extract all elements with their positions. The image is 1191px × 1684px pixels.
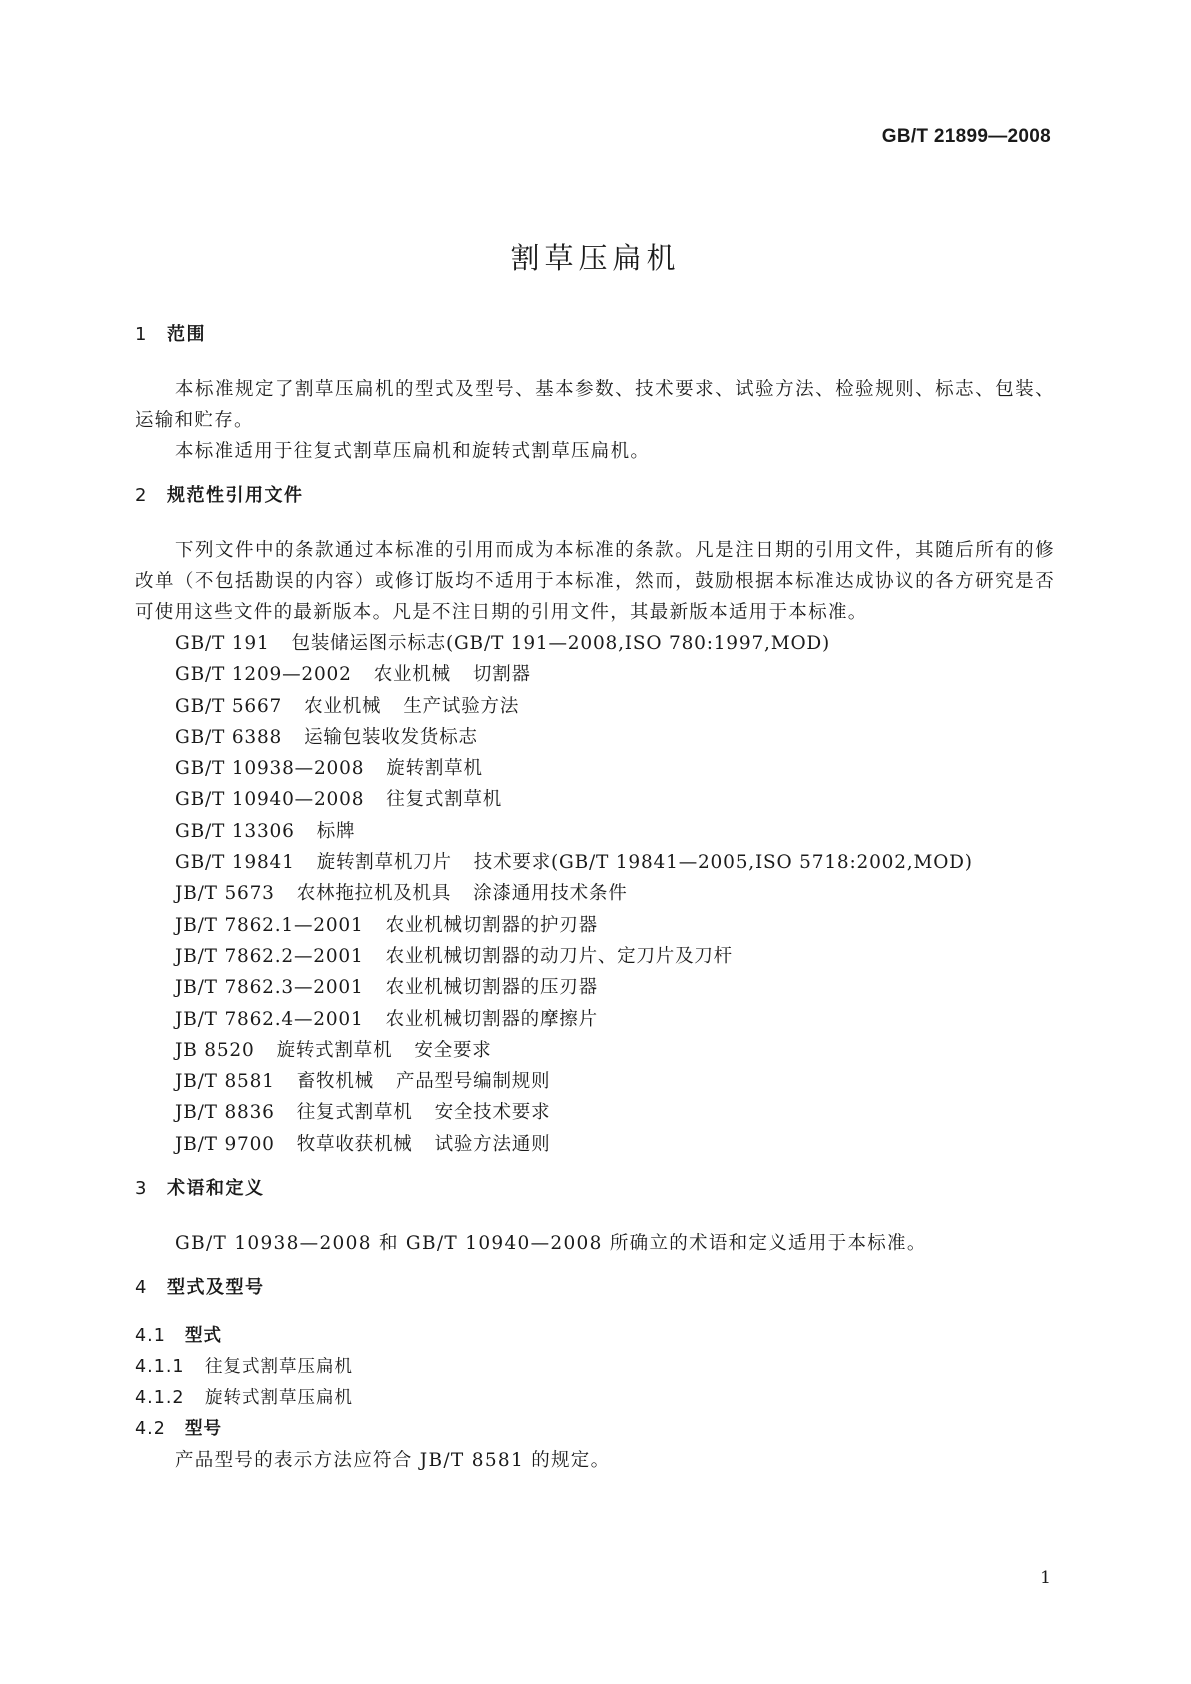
section-number: 3 <box>135 1178 148 1200</box>
reference-item <box>135 1066 1055 1097</box>
paragraph: 本标准规定了割草压扁机的型式及型号、基本参数、技术要求、试验方法、检验规则、标志、包装、运输和贮存。 <box>135 379 1055 431</box>
reference-subtitle: 技术要求(GB/T 19841—2005,ISO 5718:2002,MOD) <box>473 852 973 874</box>
subsection-number: 4.1.2 <box>135 1388 185 1409</box>
paragraph: 下列文件中的条款通过本标准的引用而成为本标准的条款。凡是注日期的引用文件，其随后所有的修改单（不包括勘误的内容）或修订版均不适用于本标准，然而，鼓励根据本标准达成协议的各方研究是否可使用这些文件的最新版本。凡是不注日期的引用文件，其最新版本适用于本标准。 <box>135 540 1055 623</box>
reference-code: JB 8520 <box>175 1039 255 1061</box>
section-title: 范围 <box>167 324 206 345</box>
standard-code: GB/T 21899—2008 <box>881 126 1051 147</box>
reference-code: JB/T 5673 <box>175 883 275 905</box>
subsection-4-1-1-heading <box>135 1352 1055 1383</box>
section-title: 型式及型号 <box>167 1277 265 1299</box>
reference-subtitle: 安全技术要求 <box>434 1102 551 1124</box>
reference-item <box>135 784 1055 815</box>
reference-title: 往复式割草机 <box>296 1102 413 1124</box>
reference-title: 牧草收获机械 <box>296 1133 413 1155</box>
reference-subtitle: 切割器 <box>472 664 531 686</box>
reference-item <box>135 722 1055 753</box>
reference-title: 旋转割草机 <box>386 758 483 780</box>
reference-code: JB/T 8836 <box>175 1102 275 1124</box>
reference-title: 农业机械切割器的护刃器 <box>385 914 598 936</box>
paragraph: 本标准适用于往复式割草压扁机和旋转式割草压扁机。 <box>175 441 651 462</box>
subsection-number: 4.1.1 <box>135 1357 185 1378</box>
reference-item <box>135 659 1055 690</box>
reference-title: 往复式割草机 <box>386 789 503 811</box>
section-title: 术语和定义 <box>167 1178 265 1200</box>
section-1-heading <box>135 320 1055 350</box>
reference-title: 运输包装收发货标志 <box>304 726 478 748</box>
reference-code: JB/T 8581 <box>175 1071 275 1093</box>
reference-code: JB/T 7862.2—2001 <box>175 945 364 967</box>
reference-code: JB/T 7862.4—2001 <box>175 1008 364 1030</box>
reference-title: 包装储运图示标志(GB/T 191—2008,ISO 780:1997,MOD) <box>291 633 831 654</box>
reference-subtitle: 生产试验方法 <box>403 695 520 717</box>
reference-title: 旋转割草机刀片 <box>316 852 452 874</box>
reference-title: 标牌 <box>316 820 356 842</box>
reference-subtitle: 安全要求 <box>414 1039 492 1061</box>
reference-item <box>135 691 1055 722</box>
section-3-heading <box>135 1174 1055 1204</box>
reference-code: GB/T 13306 <box>175 820 295 842</box>
reference-code: JB/T 9700 <box>175 1133 275 1155</box>
reference-title: 农业机械切割器的摩擦片 <box>385 1008 598 1030</box>
section-title: 规范性引用文件 <box>167 485 304 506</box>
reference-title: 畜牧机械 <box>296 1071 374 1093</box>
reference-title: 农业机械 <box>373 664 451 686</box>
reference-subtitle: 涂漆通用技术条件 <box>473 883 628 905</box>
reference-title: 农林拖拉机及机具 <box>296 883 452 905</box>
reference-item <box>135 1035 1055 1066</box>
reference-item <box>135 1129 1055 1160</box>
reference-code: GB/T 19841 <box>175 852 295 874</box>
reference-title: 农业机械切割器的动刀片、定刀片及刀杆 <box>385 945 733 967</box>
reference-title: 农业机械 <box>304 695 382 717</box>
section-2-heading <box>135 481 1055 511</box>
reference-title: 旋转式割草机 <box>276 1039 393 1061</box>
reference-code: GB/T 10940—2008 <box>175 789 365 811</box>
subsection-title: 型号 <box>185 1419 222 1440</box>
reference-item <box>135 941 1055 972</box>
subsection-number: 4.2 <box>135 1419 166 1440</box>
subsection-4-2-heading <box>135 1414 1055 1445</box>
reference-subtitle: 试验方法通则 <box>434 1133 551 1155</box>
reference-list <box>135 628 1055 1160</box>
subsection-title: 旋转式割草压扁机 <box>205 1388 353 1409</box>
reference-item <box>135 1097 1055 1128</box>
reference-item <box>135 1004 1055 1035</box>
reference-code: GB/T 191 <box>175 633 270 654</box>
section-number: 1 <box>135 324 148 345</box>
reference-subtitle: 产品型号编制规则 <box>395 1071 551 1093</box>
reference-item <box>135 628 1055 659</box>
section-number: 4 <box>135 1277 148 1299</box>
subsection-number: 4.1 <box>135 1326 166 1347</box>
paragraph: 产品型号的表示方法应符合 JB/T 8581 的规定。 <box>175 1450 611 1472</box>
section-number: 2 <box>135 485 148 506</box>
reference-code: GB/T 5667 <box>175 695 283 717</box>
subsection-4-1-2-heading <box>135 1383 1055 1414</box>
subsection-title: 往复式割草压扁机 <box>205 1357 353 1378</box>
reference-code: GB/T 1209—2002 <box>175 664 352 686</box>
reference-item <box>135 847 1055 878</box>
page-number: 1 <box>1040 1568 1051 1588</box>
subsection-4-1-heading <box>135 1321 1055 1352</box>
section-4-heading <box>135 1273 1055 1303</box>
reference-title: 农业机械切割器的压刃器 <box>385 977 598 999</box>
reference-code: GB/T 10938—2008 <box>175 758 365 780</box>
document-title: 割草压扁机 <box>510 241 681 275</box>
reference-code: JB/T 7862.3—2001 <box>175 977 364 999</box>
subsection-title: 型式 <box>185 1326 222 1347</box>
reference-item <box>135 816 1055 847</box>
reference-item <box>135 753 1055 784</box>
reference-item <box>135 972 1055 1003</box>
reference-code: JB/T 7862.1—2001 <box>175 914 364 936</box>
document-body <box>135 320 1055 1476</box>
reference-item <box>135 878 1055 909</box>
paragraph: GB/T 10938—2008 和 GB/T 10940—2008 所确立的术语和定义适用于本标准。 <box>175 1233 927 1255</box>
reference-code: GB/T 6388 <box>175 726 283 748</box>
reference-item <box>135 910 1055 941</box>
